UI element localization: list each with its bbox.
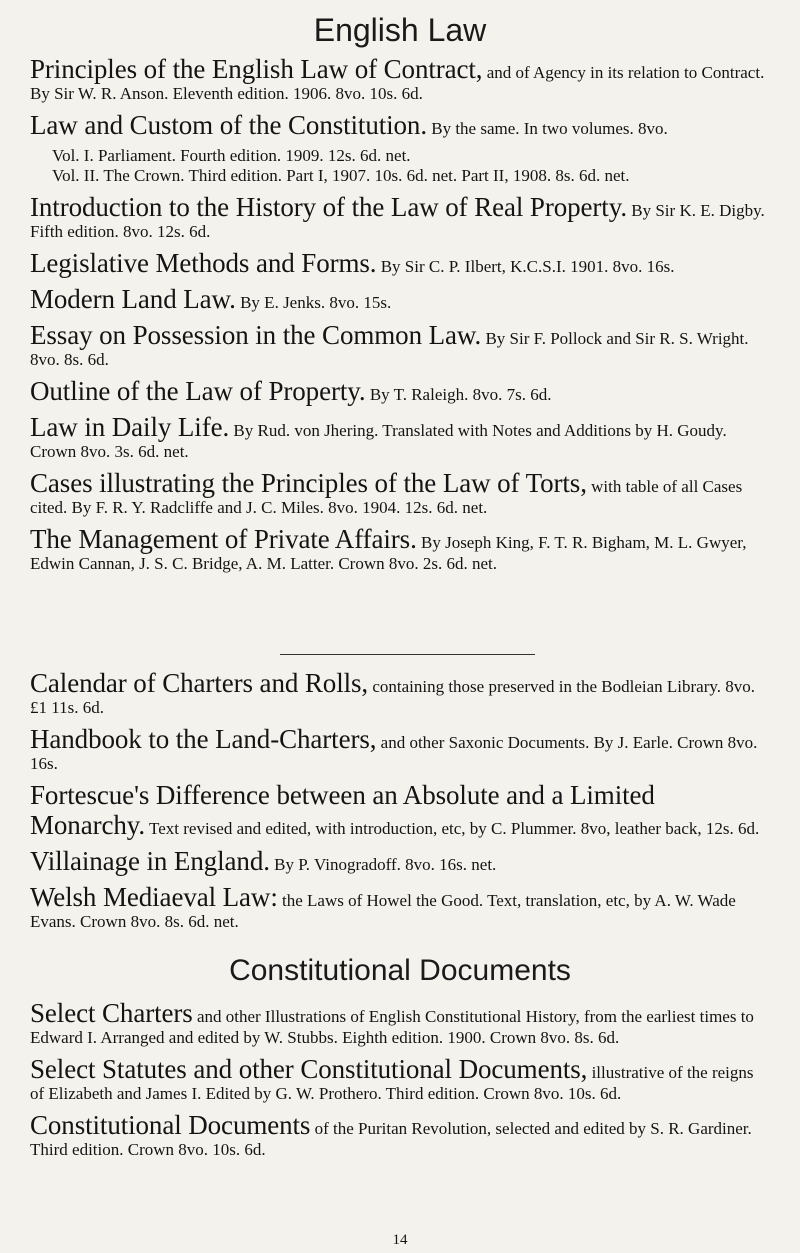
- section-divider: [280, 654, 535, 655]
- list-item: Modern Land Law. By E. Jenks. 8vo. 15s.: [30, 284, 392, 314]
- list-item: Select Charters and other Illustrations of English Constitutional History, from the earliest times to Edward I. Arranged and edited by W. Stubbs. Eighth edition. 1900. Crown 8vo. 8s. 6d.: [30, 998, 754, 1047]
- list-item: Outline of the Law of Property. By T. Raleigh. 8vo. 7s. 6d.: [30, 376, 552, 406]
- list-item: Law in Daily Life. By Rud. von Jhering. Translated with Notes and Additions by H. Goudy. Crown 8vo. 3s. 6d. net.: [30, 412, 727, 461]
- entries-group-1: [30, 54, 770, 580]
- page-header: English Law: [313, 12, 487, 48]
- list-item: Calendar of Charters and Rolls, containing those preserved in the Bodleian Library. 8vo. £1 11s. 6d.: [30, 668, 756, 717]
- page-number: 14: [392, 1232, 408, 1248]
- list-item: Introduction to the History of the Law of Real Property. By Sir K. E. Digby. Fifth edition. 8vo. 12s. 6d.: [30, 192, 765, 241]
- list-item: Villainage in England. By P. Vinogradoff. 8vo. 16s. net.: [30, 846, 497, 876]
- list-item: Select Statutes and other Constitutional Documents, illustrative of the reigns of Elizabeth and James I. Edited by G. W. Prothero. Third edition. Crown 8vo. 10s. 6d.: [30, 1054, 754, 1103]
- list-item: Vol. I. Parliament. Fourth edition. 1909. 12s. 6d. net.: [52, 146, 411, 165]
- section-heading: Constitutional Documents: [229, 954, 571, 987]
- list-item: Cases illustrating the Principles of the Law of Torts, with table of all Cases cited. By F. R. Y. Radcliffe and J. C. Miles. 8vo. 1904. 12s. 6d. net.: [30, 468, 743, 517]
- list-item: Law and Custom of the Constitution. By the same. In two volumes. 8vo.: [30, 110, 668, 140]
- list-item: The Management of Private Affairs. By Joseph King, F. T. R. Bigham, M. L. Gwyer, Edwin Cannan, J. S. C. Bridge, A. M. Latter. Crown 8vo. 2s. 6d. net.: [30, 524, 747, 573]
- entries-group-3: [30, 998, 770, 1166]
- list-item: Essay on Possession in the Common Law. By Sir F. Pollock and Sir R. S. Wright. 8vo. 8s. 6d.: [30, 320, 749, 369]
- list-item: Fortescue's Difference between an Absolute and a Limited Monarchy. Text revised and edited, with introduction, etc, by C. Plummer. 8vo, leather back, 12s. 6d.: [30, 780, 760, 840]
- list-item: Constitutional Documents of the Puritan Revolution, selected and edited by S. R. Gardiner. Third edition. Crown 8vo. 10s. 6d.: [30, 1110, 752, 1159]
- list-item: Welsh Mediaeval Law: the Laws of Howel the Good. Text, translation, etc, by A. W. Wade Evans. Crown 8vo. 8s. 6d. net.: [30, 882, 736, 931]
- list-item: Principles of the English Law of Contract, and of Agency in its relation to Contract. By Sir W. R. Anson. Eleventh edition. 1906. 8vo. 10s. 6d.: [30, 54, 765, 103]
- list-item: Handbook to the Land-Charters, and other Saxonic Documents. By J. Earle. Crown 8vo. 16s.: [30, 724, 758, 773]
- list-item: Legislative Methods and Forms. By Sir C. P. Ilbert, K.C.S.I. 1901. 8vo. 16s.: [30, 248, 675, 278]
- list-item: Vol. II. The Crown. Third edition. Part I, 1907. 10s. 6d. net. Part II, 1908. 8s. 6d. net.: [52, 166, 630, 185]
- entries-group-2: [30, 668, 770, 938]
